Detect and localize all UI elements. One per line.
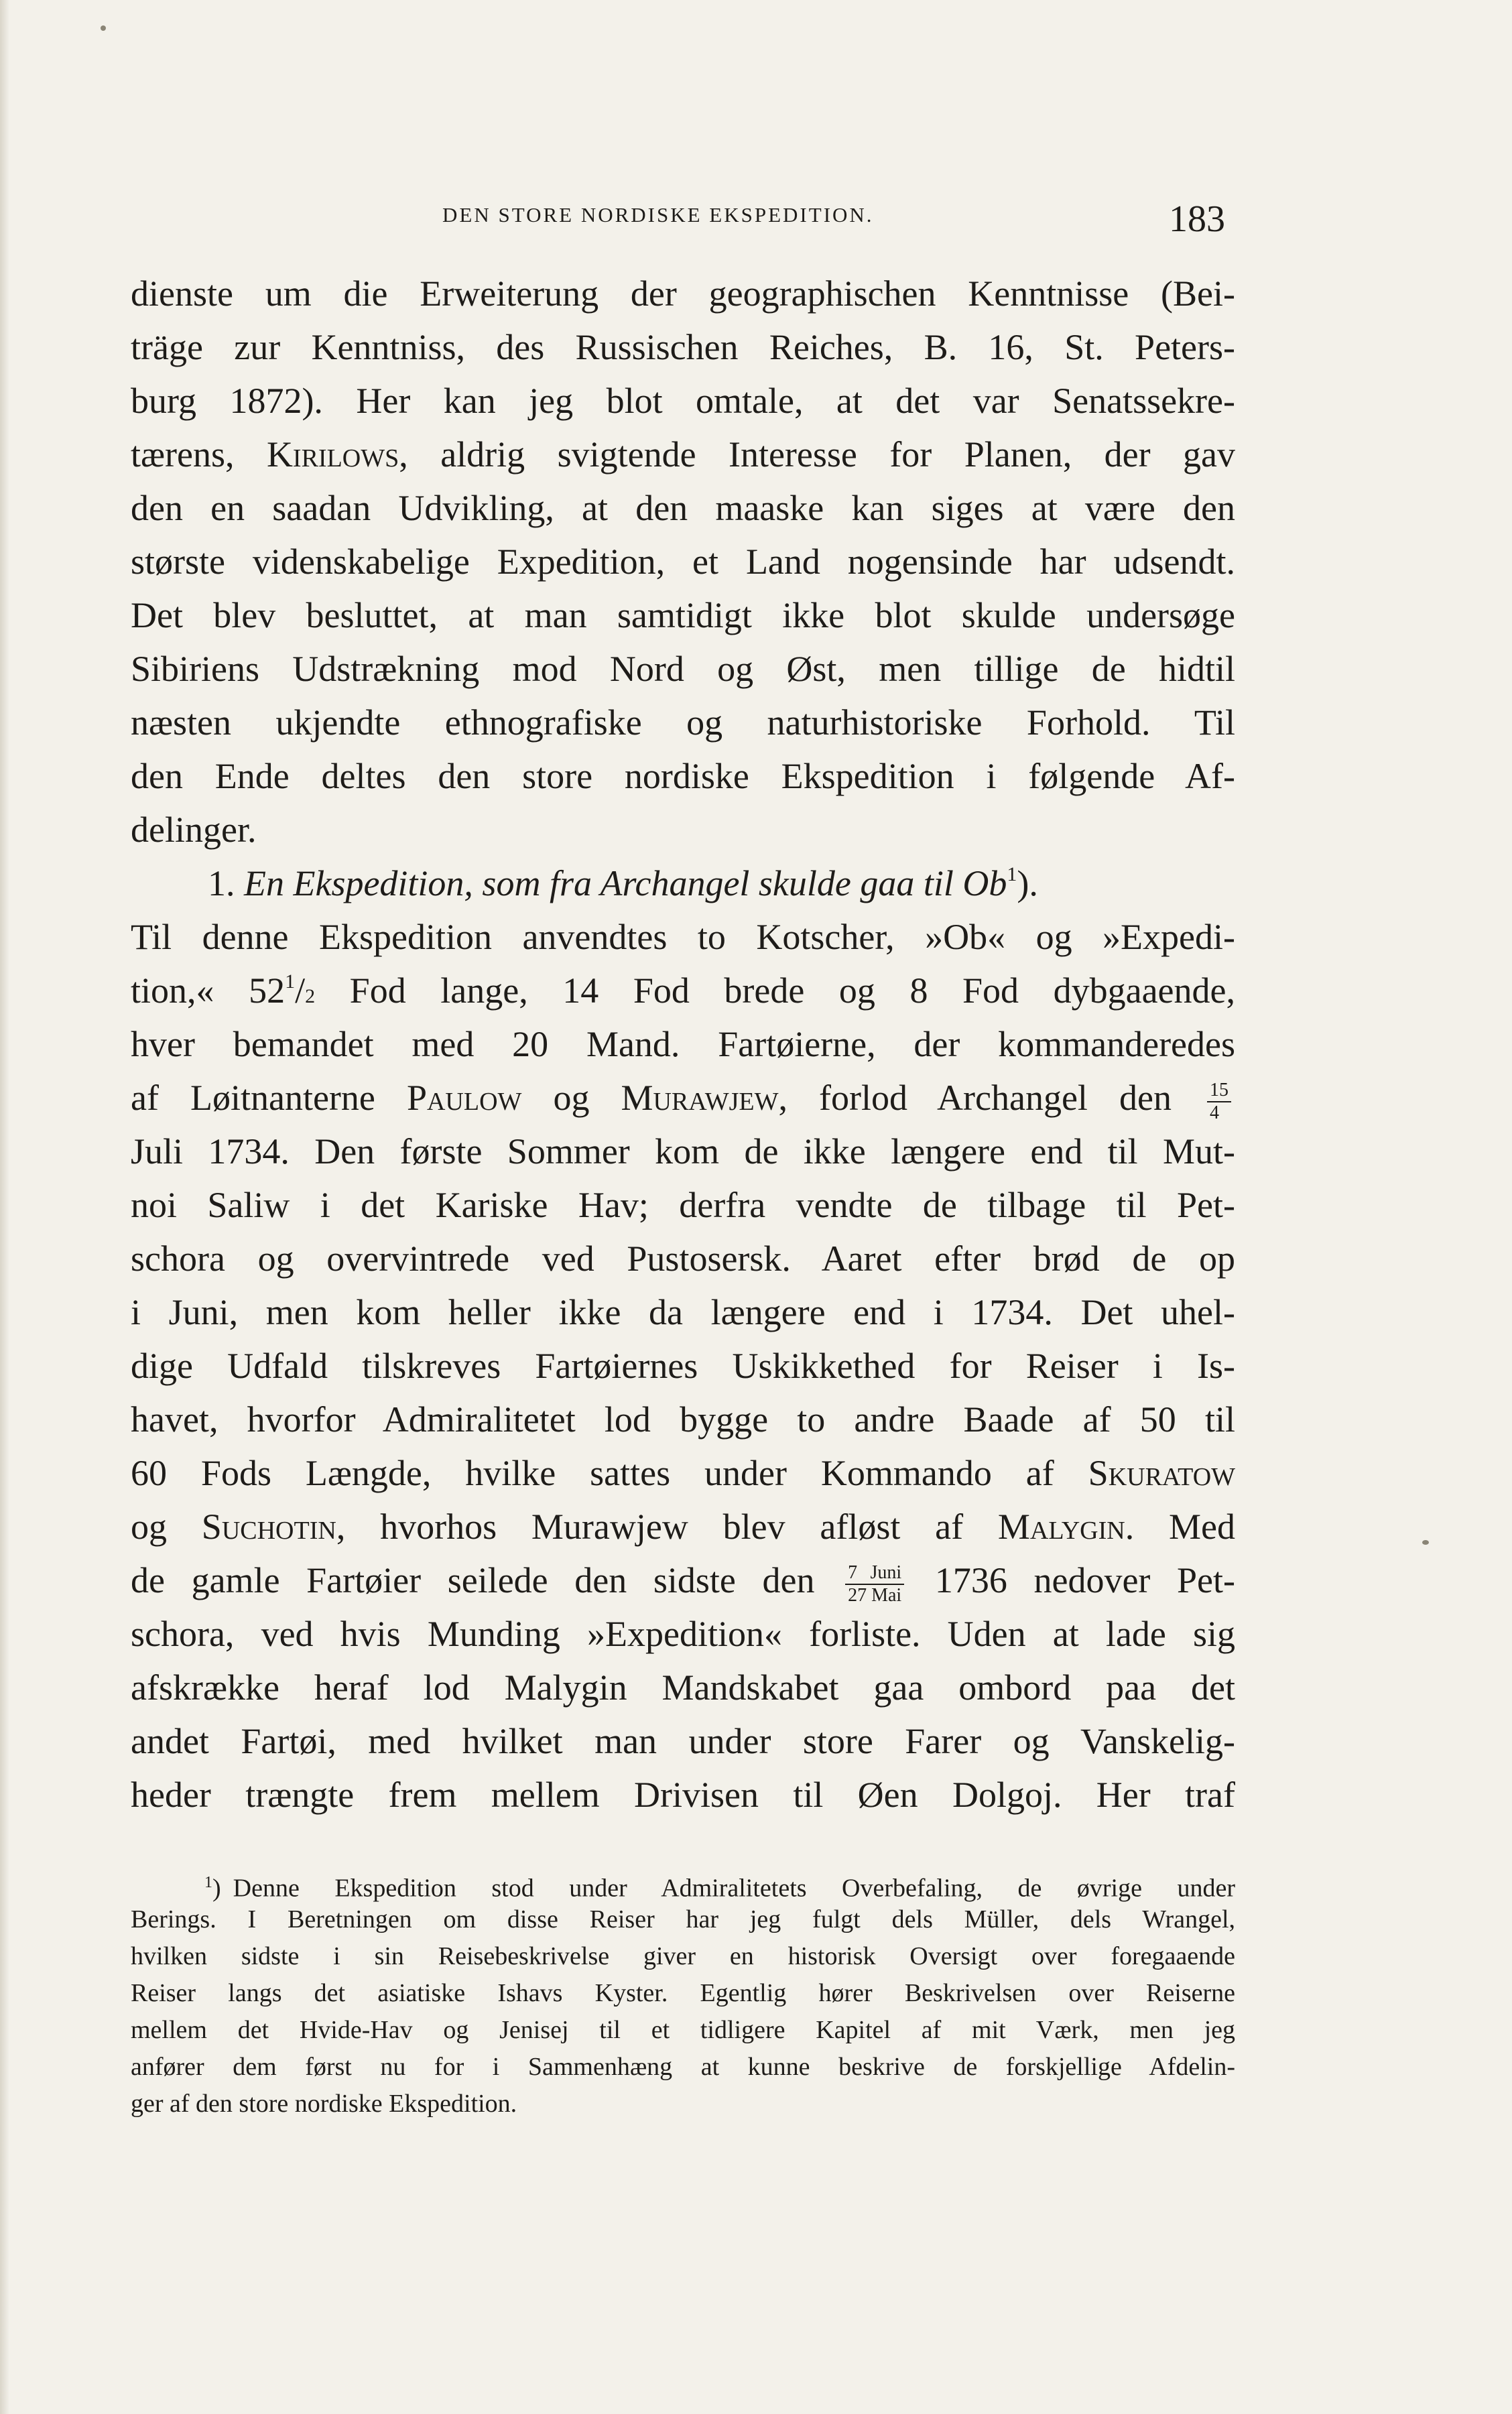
text-span: , forlod Archangel den bbox=[778, 1078, 1203, 1118]
footnote-text: Denne Ekspedition stod under Admiralitetets Overbefaling, de øvrige under bbox=[233, 1874, 1235, 1903]
footnote-line: mellem det Hvide-Hav og Jenisej til et tidligere Kapitel af mit Værk, men jeg bbox=[131, 2016, 1235, 2044]
text-line: heder trængte frem mellem Drivisen til Øen Dolgoj. Her traf bbox=[131, 1775, 1235, 1815]
fraction-denominator: 27 Mai bbox=[848, 1584, 902, 1606]
fraction-numerator: 7 Juni bbox=[845, 1564, 904, 1585]
text-line: største videnskabelige Expedition, et Land nogensinde har udsendt. bbox=[131, 542, 1235, 582]
text-span: , aldrig svigtende Interesse for Planen, der gav bbox=[399, 434, 1235, 474]
text-line: næsten ukjendte ethnografiske og naturhistoriske Forhold. Til bbox=[131, 702, 1235, 743]
section-heading bbox=[131, 856, 1235, 910]
text-span: tion,« 52 bbox=[131, 970, 286, 1011]
text-line: andet Fartøi, med hvilket man under store Farer og Vanskelig- bbox=[131, 1721, 1235, 1761]
text-line bbox=[131, 1500, 1235, 1553]
footnote-line: ger af den store nordiske Ekspedition. bbox=[131, 2090, 517, 2118]
running-title: DEN STORE NORDISKE EKSPEDITION. bbox=[442, 203, 874, 227]
text-span: tærens, bbox=[131, 434, 267, 474]
paper-speck bbox=[1422, 1540, 1429, 1545]
footnote-line bbox=[131, 1864, 1235, 1901]
page-number: 183 bbox=[1169, 198, 1225, 240]
footnote-number: 1 bbox=[204, 1874, 212, 1891]
text-line: Til denne Ekspedition anvendtes to Kotscher, »Ob« og »Expedi- bbox=[131, 917, 1235, 957]
text-line: burg 1872). Her kan jeg blot omtale, at det var Senatssekre- bbox=[131, 381, 1235, 421]
text-line: Juli 1734. Den første Sommer kom de ikke længere end til Mut- bbox=[131, 1131, 1235, 1171]
text-line: den en saadan Udvikling, at den maaske kan siges at være den bbox=[131, 488, 1235, 528]
person-name: Paulow bbox=[406, 1078, 522, 1118]
text-line: Det blev besluttet, at man samtidigt ikke blot skulde undersøge bbox=[131, 595, 1235, 635]
footnote-line: Reiser langs det asiatiske Ishavs Kyster. Egentlig hører Beskrivelsen over Reiserne bbox=[131, 1979, 1235, 2007]
fraction-denominator: 4 bbox=[1210, 1102, 1219, 1123]
person-name: Kirilows bbox=[266, 434, 399, 474]
text-line bbox=[131, 1553, 1235, 1607]
text-span: 1736 nedover Pet- bbox=[908, 1560, 1236, 1600]
footnote-line: anfører dem først nu for i Sammenhæng at kunne beskrive de forskjellige Afdelin- bbox=[131, 2053, 1235, 2081]
fraction-denominator: 2 bbox=[305, 985, 316, 1007]
footnote-line: hvilken sidste i sin Reisebeskrivelse giver en historisk Oversigt over foregaaende bbox=[131, 1942, 1235, 1970]
text-span: af Løitnanterne bbox=[131, 1078, 407, 1118]
text-line: i Juni, men kom heller ikke da længere end i 1734. Det uhel- bbox=[131, 1292, 1235, 1332]
text-line: Sibiriens Udstrækning mod Nord og Øst, men tillige de hidtil bbox=[131, 649, 1235, 689]
section-number: 1. bbox=[208, 863, 235, 903]
text-span: . Med bbox=[1125, 1507, 1236, 1547]
text-line: noi Saliw i det Kariske Hav; derfra vendte de tilbage til Pet- bbox=[131, 1185, 1235, 1225]
section-title: En Ekspedition, som fra Archangel skulde gaa til Ob bbox=[244, 863, 1007, 903]
text-line: träge zur Kenntniss, des Russischen Reiches, B. 16, St. Peters- bbox=[131, 327, 1235, 367]
date-fraction bbox=[845, 1564, 904, 1605]
person-name: Skuratow bbox=[1088, 1453, 1235, 1493]
fraction-numerator: 1 bbox=[285, 970, 296, 993]
text-line bbox=[131, 964, 1235, 1017]
text-line: delinger. bbox=[131, 810, 257, 850]
running-head bbox=[0, 198, 1512, 238]
date-fraction bbox=[1207, 1081, 1231, 1123]
text-line: hver bemandet med 20 Mand. Fartøierne, der kommanderedes bbox=[131, 1024, 1235, 1064]
text-line bbox=[131, 1446, 1235, 1500]
text-span: og bbox=[521, 1078, 621, 1118]
footnote-marker-paren: ) bbox=[212, 1874, 221, 1903]
text-line bbox=[131, 428, 1235, 481]
text-line: schora og overvintrede ved Pustosersk. Aaret efter brød de op bbox=[131, 1238, 1235, 1279]
text-line: afskrække heraf lod Malygin Mandskabet gaa ombord paa det bbox=[131, 1667, 1235, 1708]
page-binding-edge bbox=[0, 0, 9, 2414]
person-name: Malygin bbox=[997, 1507, 1125, 1547]
body-text bbox=[131, 267, 1235, 1822]
text-span: Fod lange, 14 Fod brede og 8 Fod dybgaaende, bbox=[315, 970, 1235, 1011]
paper-speck bbox=[101, 25, 106, 31]
text-span: 60 Fods Længde, hvilke sattes under Kommando af bbox=[131, 1453, 1088, 1493]
footnotes bbox=[131, 1864, 1235, 2122]
text-line: havet, hvorfor Admiralitetet lod bygge to andre Baade af 50 til bbox=[131, 1399, 1235, 1440]
person-name: Murawjew bbox=[621, 1078, 779, 1118]
footnote-reference[interactable]: 1 bbox=[1007, 863, 1017, 885]
text-line: schora, ved hvis Munding »Expedition« forliste. Uden at lade sig bbox=[131, 1614, 1235, 1654]
fraction-numerator: 15 bbox=[1207, 1081, 1231, 1102]
text-span: ). bbox=[1017, 863, 1038, 903]
text-span: og bbox=[131, 1507, 202, 1547]
text-span: , hvorhos Murawjew blev afløst af bbox=[336, 1507, 998, 1547]
text-line: dige Udfald tilskreves Fartøiernes Uskikkethed for Reiser i Is- bbox=[131, 1346, 1235, 1386]
text-span: de gamle Fartøier seilede den sidste den bbox=[131, 1560, 842, 1600]
text-line: den Ende deltes den store nordiske Ekspedition i følgende Af- bbox=[131, 756, 1235, 796]
text-line: dienste um die Erweiterung der geographischen Kenntnisse (Bei- bbox=[131, 273, 1235, 314]
fraction-slash: / bbox=[295, 970, 306, 1011]
text-line bbox=[131, 1071, 1235, 1125]
person-name: Suchotin bbox=[201, 1507, 336, 1547]
footnote-line: Berings. I Beretningen om disse Reiser har jeg fulgt dels Müller, dels Wrangel, bbox=[131, 1905, 1235, 1933]
